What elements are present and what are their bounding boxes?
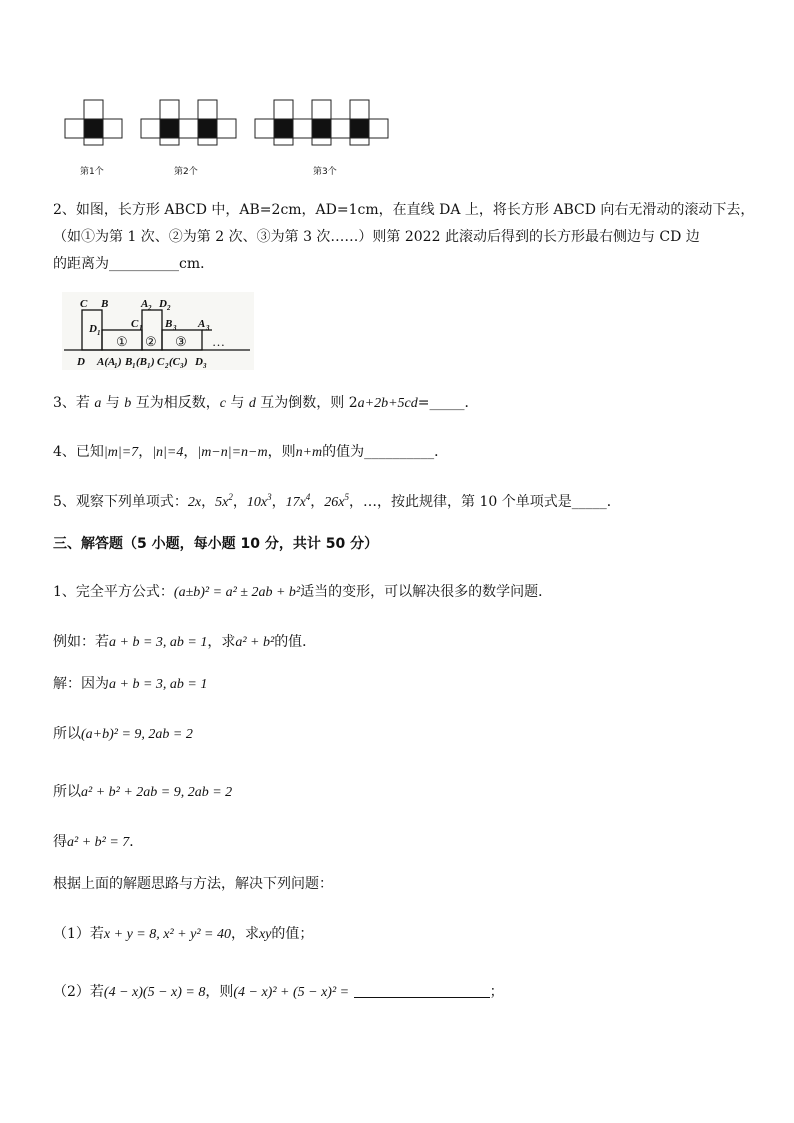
rolling-rectangle-figure [62, 292, 254, 370]
p1-step-1-expr: (a+b)² = 9, 2ab = 2 [81, 727, 193, 742]
p1-result-end: ． [129, 834, 144, 850]
p1-example-target: a² + b² [235, 635, 275, 650]
p1-sub2-expr: (4 − x)² + (5 − x)² = [233, 985, 350, 1000]
p1-sub2-answer-blank[interactable] [354, 983, 490, 998]
p1-example-suffix: 的值． [274, 634, 317, 650]
q3-answer-blank[interactable]: _____ [429, 395, 465, 411]
q2-line-1: 2、如图，长方形 ABCD 中，AB=2cm，AD=1cm，在直线 DA 上，将长方形 ABCD 向右无滑动的滚动下去， [53, 202, 755, 218]
q4-prefix: 4、已知 [53, 444, 104, 460]
q3-var-a: a [94, 396, 102, 411]
pattern-1 [65, 100, 122, 145]
q5-term-3: $10x^3$ [246, 492, 272, 510]
label-C2-sub: 2 [165, 362, 169, 370]
p1-solution-condition: a + b = 3, ab = 1 [109, 677, 208, 692]
p1-sub2-prefix: （2）若 [53, 984, 104, 1000]
label-C: C [80, 298, 88, 310]
q4-text-2: 的值为 [322, 444, 365, 460]
q3-var-d: d [248, 396, 256, 411]
q4-sep-2: ， [183, 444, 198, 460]
p1-result-expr: a² + b² = 7 [67, 835, 130, 850]
p1-sub1-ask: ，求 [230, 926, 259, 942]
p1-solution [53, 674, 207, 695]
q2-line-2: （如①为第 1 次、②为第 2 次、③为第 3 次……）则第 2022 此滚动后得到的长方形最右侧边与 CD 边 [53, 229, 700, 245]
q3-text-4: 互为倒数，则 2 [255, 395, 358, 411]
circled-3: ③ [175, 334, 187, 349]
label-A2-sub: 2 [148, 304, 152, 312]
label-C1: C [131, 318, 139, 330]
cross-pattern-figure [60, 96, 400, 146]
section-3-heading: 三、解答题（5 小题，每小题 10 分，共计 50 分） [53, 536, 379, 552]
p1-step-1 [53, 724, 193, 745]
p1-example-condition: a + b = 3, ab = 1 [109, 635, 208, 650]
label-B1-sub: 1 [132, 362, 136, 370]
p1-formula: (a±b)² = a² ± 2ab + b² [173, 585, 301, 600]
q5-term-1: 2x [187, 495, 202, 510]
p1-solution-prefix: 解：因为 [53, 676, 109, 692]
p1-sub2-end: ； [489, 984, 504, 1000]
q3-expression: a+2b+5cd [357, 396, 418, 411]
caption-3: 第3个 [313, 167, 337, 177]
p1-intro [53, 582, 552, 603]
label-A-A1: A(A [97, 356, 116, 368]
p1-result-prefix: 得 [53, 834, 67, 850]
p1-example-ask: ，求 [207, 634, 236, 650]
label-B4-open: (B [136, 356, 147, 368]
q4-answer-blank[interactable]: __________ [364, 444, 435, 460]
p1-sub1-condition: x + y = 8, x² + y² = 40 [103, 927, 231, 942]
q5-text-1: ，…，按此规律，第 10 个单项式是 [349, 494, 572, 510]
q4-line [53, 442, 448, 463]
p1-example-prefix: 例如：若 [53, 634, 109, 650]
q3-text-2: 互为相反数， [131, 395, 220, 411]
q3-end: ． [464, 395, 479, 411]
label-D2-sub: 2 [167, 304, 171, 312]
p1-sub1-prefix: （1）若 [53, 926, 104, 942]
label-A2: A [141, 298, 149, 310]
q5-term-5: $26x^5$ [324, 492, 350, 510]
p1-step-1-prefix: 所以 [53, 726, 81, 742]
q2-line-3-text: 的距离为 [53, 256, 109, 272]
q5-term-4: $17x^4$ [285, 492, 311, 510]
q5-end: ． [606, 494, 621, 510]
caption-1: 第1个 [80, 167, 104, 177]
q3-var-b: b [124, 396, 132, 411]
label-B: B [101, 298, 109, 310]
label-A3: A [198, 318, 206, 330]
q4-sum: n+m [295, 445, 323, 460]
ellipsis: … [212, 334, 225, 349]
q4-text-1: ，则 [267, 444, 296, 460]
label-D1: D [89, 323, 97, 335]
label-C1-sub: 1 [139, 324, 143, 332]
p1-subquestion-1 [53, 924, 313, 945]
p1-sub1-target: xy [258, 927, 272, 942]
p1-result [53, 832, 143, 853]
q5-term-2: $5x^2$ [215, 492, 233, 510]
circled-2: ② [145, 334, 157, 349]
label-B4-close: ) [151, 356, 155, 368]
q2-unit: cm． [179, 256, 215, 272]
label-C3-sub: 3 [180, 362, 184, 370]
label-B4-sub: 1 [147, 362, 151, 370]
label-A1-sub: 1 [114, 362, 118, 370]
caption-2: 第2个 [174, 167, 198, 177]
p1-sub2-then: ，则 [205, 984, 234, 1000]
q3-equals: = [417, 395, 430, 411]
q3-prefix: 3、若 [53, 395, 95, 411]
p1-step-2-expr: a² + b² + 2ab = 9, 2ab = 2 [81, 785, 233, 800]
label-B1: B [125, 356, 133, 368]
p1-step-2 [53, 782, 232, 803]
pattern-3 [255, 100, 388, 145]
label-C3-close: ) [184, 356, 188, 368]
q2-line-3 [53, 254, 214, 274]
label-D2: D [159, 298, 167, 310]
pattern-2 [141, 100, 236, 145]
q2-answer-blank[interactable]: __________ [109, 256, 179, 272]
p1-intro-suffix: 适当的变形，可以解决很多的数学问题． [300, 584, 553, 600]
label-C3-open: (C [169, 356, 180, 368]
q4-abs-m: |m|=7 [103, 445, 139, 460]
q4-end: ． [434, 444, 449, 460]
label-A3-sub: 3 [206, 324, 210, 332]
q3-text-3: 与 [225, 395, 249, 411]
label-D: D [77, 356, 85, 368]
p1-step-2-prefix: 所以 [53, 784, 81, 800]
label-A-A1-close: ) [118, 356, 122, 368]
p1-subquestion-2 [53, 982, 504, 1003]
p1-instruction: 根据上面的解题思路与方法，解决下列问题： [53, 876, 333, 892]
label-B3: B [165, 318, 173, 330]
label-D3-sub: 3 [203, 362, 207, 370]
label-D3: D [195, 356, 203, 368]
q3-text-1: 与 [101, 395, 125, 411]
q5-prefix: 5、观察下列单项式： [53, 494, 188, 510]
q4-abs-m-minus-n: |m−n|=n−m [197, 445, 268, 460]
label-D1-sub: 1 [97, 329, 101, 337]
circled-1: ① [116, 334, 128, 349]
q5-line: 5、观察下列单项式：2x，$5x^2$，$10x^3$，$17x^4$，$26x^5$，…，按此规律，第 10 个单项式是_____． [53, 492, 621, 510]
p1-sub1-suffix: 的值； [271, 926, 314, 942]
p1-sub2-condition: (4 − x)(5 − x) = 8 [103, 985, 206, 1000]
q4-sep-1: ， [138, 444, 153, 460]
p1-intro-prefix: 1、完全平方公式： [53, 584, 174, 600]
q3-line [53, 393, 479, 414]
p1-example [53, 632, 316, 653]
label-C2: C [157, 356, 165, 368]
q5-answer-blank[interactable]: _____ [571, 494, 607, 510]
label-B3-sub: 3 [173, 324, 177, 332]
q3-var-c: c [219, 396, 226, 411]
q4-abs-n: |n|=4 [152, 445, 184, 460]
